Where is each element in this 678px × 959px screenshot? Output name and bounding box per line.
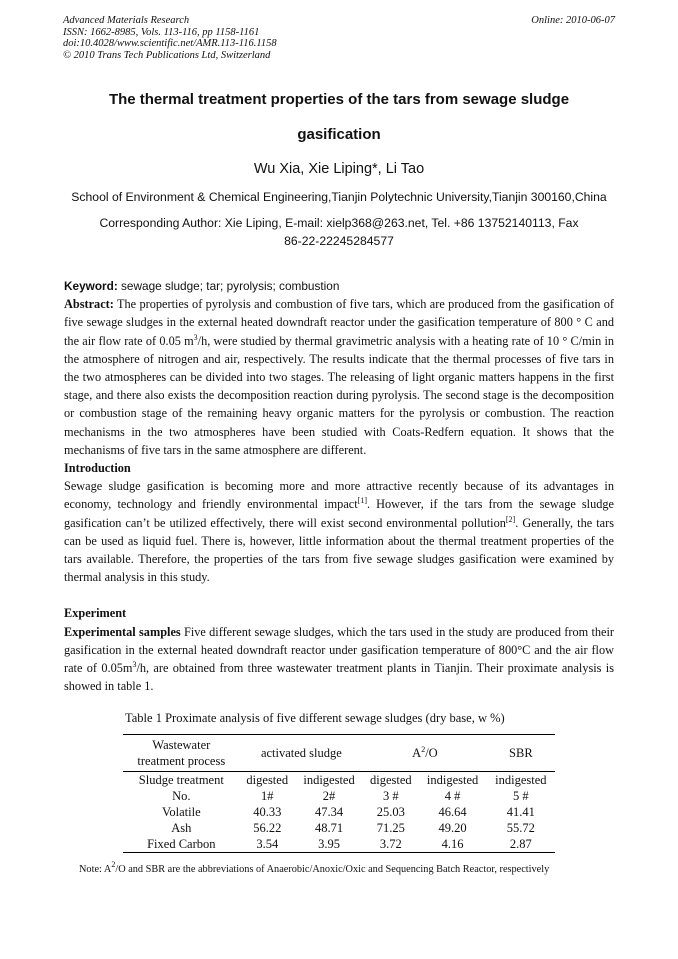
table-cell: 4 # xyxy=(444,789,461,803)
abstract-label: Abstract: xyxy=(64,297,114,312)
header-plant-line-1: Wastewater xyxy=(152,738,211,752)
intro-text-2: . However, if the tars from the sewage sludge gasification can’t be utilized effectively, there will exist second environmental pollution xyxy=(64,497,615,530)
keyword-text: sewage sludge; tar; pyrolysis; combustion xyxy=(121,279,340,293)
corresponding-author-line-2: 86-22-22245284577 xyxy=(284,234,394,248)
table-cell: Sludge treatment xyxy=(123,772,240,789)
table-cell: 48.71 xyxy=(314,821,344,835)
table-cell: 55.72 xyxy=(506,821,535,835)
table-cell: Ash xyxy=(171,821,192,835)
header-cell-plant xyxy=(123,735,240,772)
table-cell: 41.41 xyxy=(506,805,535,819)
note-text-1: Note: A xyxy=(79,864,112,875)
abstract-superscript: 3 xyxy=(193,332,198,342)
note-text-2: /O and SBR are the abbreviations of Anaerobic/Anoxic/Oxic and Sequencing Batch Reactor, respectively xyxy=(115,864,550,875)
journal-header xyxy=(63,15,277,61)
reference-2: [2] xyxy=(505,514,516,524)
table-row-sludge-treatment xyxy=(123,772,555,789)
experiment-paragraph xyxy=(64,623,614,696)
table-cell: 3.54 xyxy=(240,836,295,853)
experimental-samples-label: Experimental samples xyxy=(64,624,181,639)
introduction-paragraph xyxy=(64,477,614,586)
experiment-heading: Experiment xyxy=(64,606,127,621)
introduction-heading: Introduction xyxy=(64,461,131,476)
section-spacer xyxy=(64,586,614,604)
issn-line: ISSN: 1662-8985, Vols. 113-116, pp 1158-1161 xyxy=(63,26,260,38)
paper-title-line-1: The thermal treatment properties of the tars from sewage sludge xyxy=(108,91,570,108)
experiment-text-1: Five different sewage sludges, which the tars used in the study are produced from their gasification in the external heated downdraft reactor under gasification temperature of 800°C and the air flow rate of 0.05m xyxy=(64,624,614,676)
table-row-fixed-carbon xyxy=(123,836,555,853)
note-superscript: 2 xyxy=(111,860,116,869)
table-cell: 49.20 xyxy=(438,821,467,835)
copyright-line: © 2010 Trans Tech Publications Ltd, Switzerland xyxy=(63,49,271,61)
affiliation: School of Environment & Chemical Engineering,Tianjin Polytechnic University,Tianjin 300160,China xyxy=(71,190,607,204)
online-date: Online: 2010-06-07 xyxy=(531,15,615,26)
intro-text-1: Sewage sludge gasification is becoming more and more attractive recently because of its advantages in economy, technology and friendly environmental impact xyxy=(64,479,614,512)
experiment-superscript: 3 xyxy=(132,660,137,670)
table-cell: 1# xyxy=(261,789,274,803)
paper-title-line-2: gasification xyxy=(297,126,381,143)
table-cell: 2.87 xyxy=(487,836,555,853)
a2o-superscript: 2 xyxy=(421,745,426,754)
table-cell: 2# xyxy=(322,789,336,803)
abstract-text-1: The properties of pyrolysis and combustion of five tars, which are produced from the gasification of five sewage sludges in the external heated downdraft reactor under the gasification temperature of 800 ° C and the air flow rate of 0.05 m xyxy=(64,297,614,348)
header-cell-activated-sludge: activated sludge xyxy=(240,735,364,772)
table-header-row xyxy=(123,735,555,772)
table-row-volatile xyxy=(123,804,555,820)
proximate-analysis-table xyxy=(123,734,555,853)
authors: Wu Xia, Xie Liping*, Li Tao xyxy=(253,161,425,177)
a2o-suffix: /O xyxy=(425,746,438,760)
table-row-ash xyxy=(123,820,555,836)
table-caption: Table 1 Proximate analysis of five different sewage sludges (dry base, w %) xyxy=(125,711,505,725)
corresponding-author-line-1: Corresponding Author: Xie Liping, E-mail: xielp368@263.net, Tel. +86 13752140113, Fax xyxy=(99,216,579,230)
table-cell: 40.33 xyxy=(253,805,282,819)
intro-text-3: . Generally, the tars can be used as liquid fuel. There is, however, little information about the thermal treatment properties of the tars available. Therefore, the properties of the tars from five sewage sludges gasification were examined by thermal analysis in this study. xyxy=(64,515,614,585)
header-cell-a2o xyxy=(363,735,487,772)
abstract-text-2: /h, were studied by thermal gravimetric analysis with a heating rate of 10 ° C/min in the atmosphere of nitrogen and air, respectively. The results indicate that the thermal processes of five tars in the two atmospheres can be divided into two stages. The releasing of light organic matters happens in the first stage, and there also exists the decomposition reaction during pyrolysis. The second stage is the decomposition or combustion stage of the remaining heavy organic matters for the pyrolysis or combustion. The reaction mechanisms in the two atmospheres have been studied with Coats-Redfern equation. It shows that the mechanisms of five tars in the same atmosphere are different. xyxy=(64,333,615,457)
keyword-label: Keyword: xyxy=(64,279,118,293)
table-cell: Volatile xyxy=(161,805,201,819)
header-plant-line-2: treatment process xyxy=(137,754,226,768)
reference-1: [1] xyxy=(357,496,367,506)
table-cell: 3 # xyxy=(383,789,399,803)
table-row-number xyxy=(123,788,555,804)
experiment-text-2: /h, are obtained from three wastewater treatment plants in Tianjin. Their proximate analysis is showed in table 1. xyxy=(64,661,614,694)
table-cell: 47.34 xyxy=(314,805,344,819)
table-note xyxy=(79,860,550,875)
keywords xyxy=(64,277,614,295)
table-cell: indigested xyxy=(487,772,555,789)
header-cell-sbr: SBR xyxy=(487,735,555,772)
a2o-text: A xyxy=(412,746,422,760)
table-cell: 46.64 xyxy=(438,805,467,819)
doi-line: doi:10.4028/www.scientific.net/AMR.113-116.1158 xyxy=(63,38,277,50)
table-cell: 4.16 xyxy=(418,836,486,853)
table-cell: 56.22 xyxy=(253,821,282,835)
table-cell: 25.03 xyxy=(376,805,405,819)
table-cell: 3.95 xyxy=(295,836,363,853)
paper-body xyxy=(64,277,614,695)
table-cell: No. xyxy=(172,789,191,803)
table-cell: 71.25 xyxy=(376,821,405,835)
table-cell: digested xyxy=(240,772,295,789)
table-cell: Fixed Carbon xyxy=(123,836,240,853)
abstract xyxy=(64,295,614,459)
table-cell: indigested xyxy=(418,772,486,789)
table-cell: indigested xyxy=(295,772,363,789)
journal-name: Advanced Materials Research xyxy=(63,15,190,26)
table-cell: 5 # xyxy=(513,789,529,803)
table-cell: 3.72 xyxy=(363,836,418,853)
table-cell: digested xyxy=(363,772,418,789)
